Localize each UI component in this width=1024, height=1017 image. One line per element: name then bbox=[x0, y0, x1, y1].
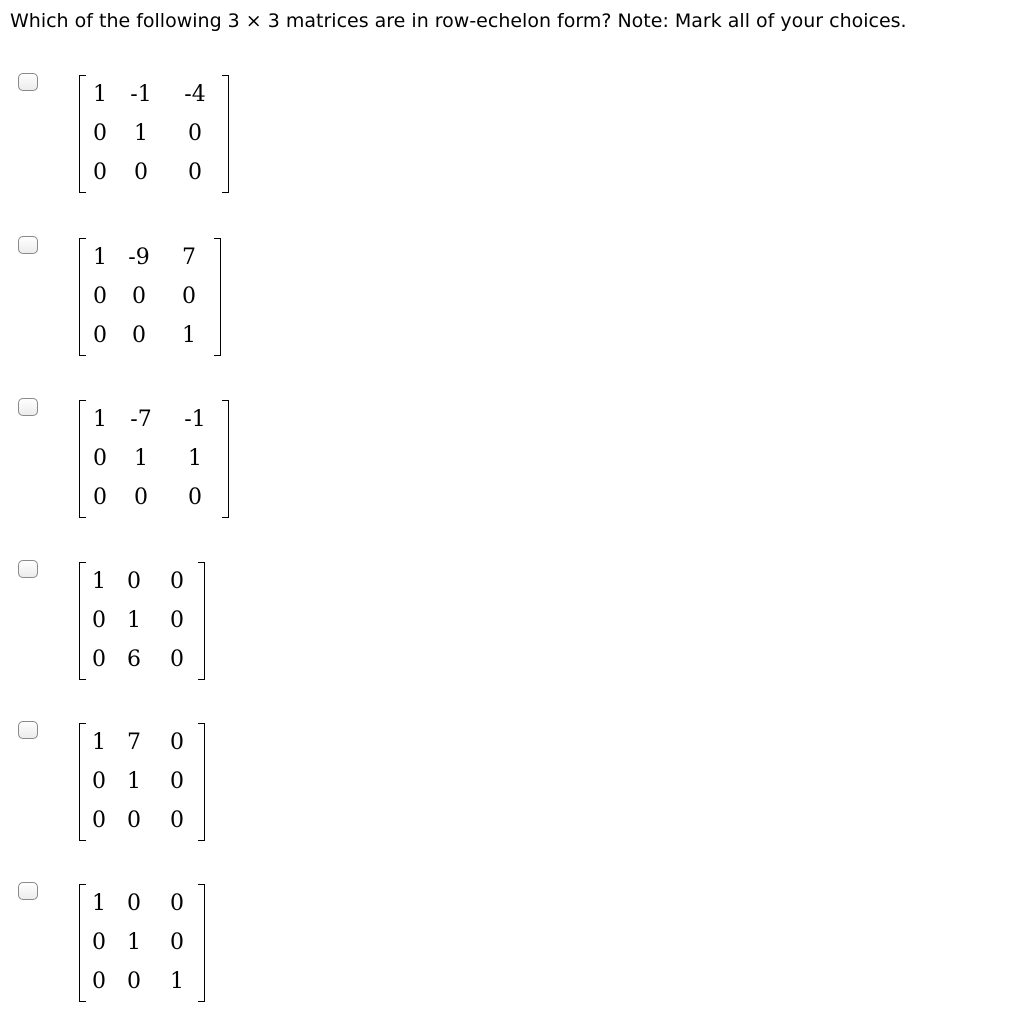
matrix-cell: 7 bbox=[127, 729, 141, 755]
option-3-checkbox[interactable] bbox=[18, 398, 38, 416]
right-bracket bbox=[222, 75, 229, 193]
matrix-cell: -7 bbox=[130, 406, 152, 432]
matrix-cell: 1 bbox=[93, 406, 107, 432]
option-1-matrix bbox=[79, 75, 229, 193]
option-2-matrix bbox=[79, 238, 221, 356]
matrix-cell: 1 bbox=[93, 81, 107, 107]
left-bracket bbox=[79, 562, 86, 680]
right-bracket bbox=[198, 723, 205, 841]
matrix-cell: 1 bbox=[134, 445, 148, 471]
matrix-cell: 0 bbox=[92, 647, 106, 673]
matrix-cell: 0 bbox=[188, 485, 202, 511]
matrix-cell: 0 bbox=[93, 283, 107, 309]
right-bracket bbox=[198, 562, 205, 680]
matrix-cell: 6 bbox=[127, 647, 141, 673]
matrix-cell: 0 bbox=[127, 568, 141, 594]
matrix-cell: 0 bbox=[93, 323, 107, 349]
matrix-cell: 1 bbox=[127, 929, 141, 955]
matrix-cell: 0 bbox=[170, 647, 184, 673]
option-6 bbox=[0, 882, 400, 1012]
matrix-cell: 0 bbox=[127, 969, 141, 995]
question-text: Which of the following 3 × 3 matrices are in row-echelon form? Note: Mark all of your choices. bbox=[10, 10, 907, 32]
matrix-cell: 0 bbox=[93, 120, 107, 146]
matrix-cell: 0 bbox=[170, 607, 184, 633]
option-1 bbox=[0, 73, 400, 203]
matrix-cell: 0 bbox=[93, 445, 107, 471]
matrix-cell: 0 bbox=[92, 808, 106, 834]
option-2 bbox=[0, 236, 400, 366]
matrix-cell: 1 bbox=[127, 607, 141, 633]
right-bracket bbox=[214, 238, 221, 356]
option-3 bbox=[0, 398, 400, 528]
matrix-cell: 0 bbox=[170, 890, 184, 916]
matrix-cell: 0 bbox=[132, 323, 146, 349]
matrix-cell: 1 bbox=[188, 445, 202, 471]
matrix-cell: -1 bbox=[130, 81, 152, 107]
matrix-cell: 0 bbox=[92, 929, 106, 955]
matrix-cell: 1 bbox=[92, 890, 106, 916]
matrix-cell: -1 bbox=[184, 406, 206, 432]
option-2-checkbox[interactable] bbox=[18, 236, 38, 254]
matrix-cell: 1 bbox=[170, 969, 184, 995]
option-1-checkbox[interactable] bbox=[18, 73, 38, 91]
matrix-cell: 1 bbox=[127, 768, 141, 794]
matrix-cell: 0 bbox=[170, 768, 184, 794]
matrix-cell: 0 bbox=[93, 160, 107, 186]
matrix-cell: 0 bbox=[170, 568, 184, 594]
left-bracket bbox=[79, 400, 86, 518]
matrix-cell: 7 bbox=[182, 244, 196, 270]
matrix-cell: 0 bbox=[134, 485, 148, 511]
option-3-matrix bbox=[79, 400, 229, 518]
matrix-cell: 0 bbox=[132, 283, 146, 309]
left-bracket bbox=[79, 723, 86, 841]
matrix-cell: 1 bbox=[92, 729, 106, 755]
left-bracket bbox=[79, 884, 86, 1002]
matrix-cell: 1 bbox=[134, 120, 148, 146]
option-6-matrix bbox=[79, 884, 205, 1002]
matrix-cell: 0 bbox=[182, 283, 196, 309]
matrix-cell: -4 bbox=[184, 81, 206, 107]
option-4-matrix bbox=[79, 562, 205, 680]
matrix-cell: 0 bbox=[92, 768, 106, 794]
matrix-cell: 0 bbox=[134, 160, 148, 186]
right-bracket bbox=[198, 884, 205, 1002]
option-4-checkbox[interactable] bbox=[18, 560, 38, 578]
option-6-checkbox[interactable] bbox=[18, 882, 38, 900]
left-bracket bbox=[79, 238, 86, 356]
left-bracket bbox=[79, 75, 86, 193]
matrix-cell: 0 bbox=[92, 969, 106, 995]
matrix-cell: 0 bbox=[92, 607, 106, 633]
matrix-cell: 0 bbox=[188, 120, 202, 146]
right-bracket bbox=[222, 400, 229, 518]
matrix-cell: 0 bbox=[188, 160, 202, 186]
matrix-cell: 1 bbox=[93, 244, 107, 270]
matrix-cell: 0 bbox=[170, 808, 184, 834]
matrix-cell: 0 bbox=[127, 890, 141, 916]
matrix-cell: 1 bbox=[182, 323, 196, 349]
option-5-checkbox[interactable] bbox=[18, 721, 38, 739]
matrix-cell: 0 bbox=[127, 808, 141, 834]
option-5 bbox=[0, 721, 400, 851]
matrix-cell: 1 bbox=[92, 568, 106, 594]
matrix-cell: -9 bbox=[128, 244, 150, 270]
matrix-cell: 0 bbox=[170, 729, 184, 755]
option-4 bbox=[0, 560, 400, 690]
option-5-matrix bbox=[79, 723, 205, 841]
matrix-cell: 0 bbox=[93, 485, 107, 511]
matrix-cell: 0 bbox=[170, 929, 184, 955]
